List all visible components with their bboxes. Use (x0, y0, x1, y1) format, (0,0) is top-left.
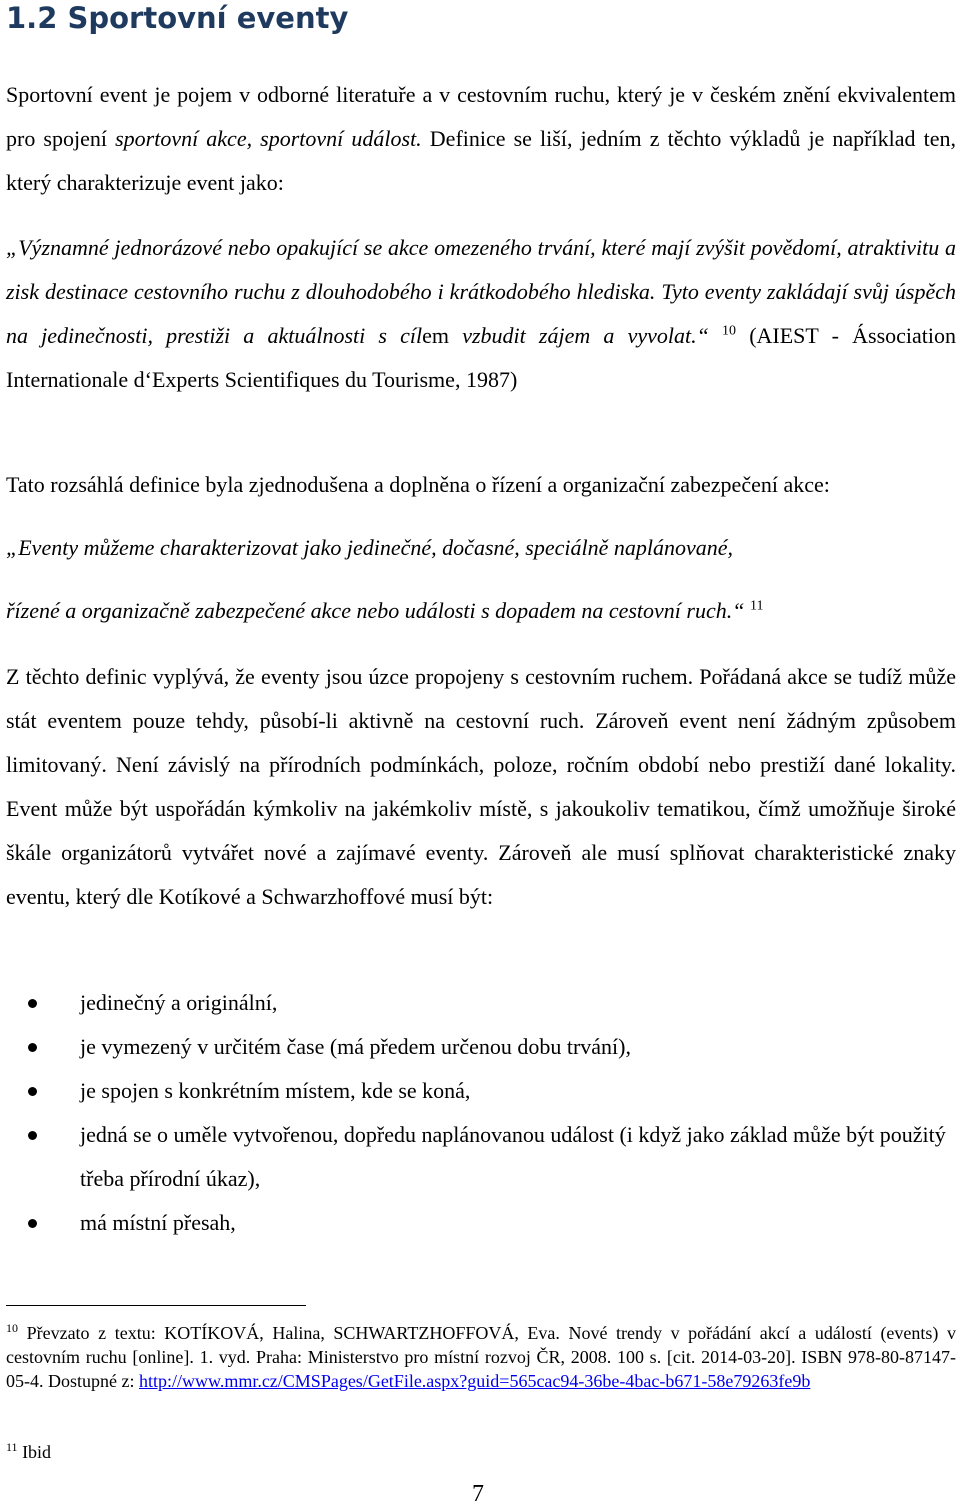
footnote-number: 10 (6, 1321, 18, 1335)
footnote-10 (6, 1321, 956, 1393)
quote-definition-2-line2 (6, 589, 956, 633)
footnote-divider (6, 1305, 306, 1306)
event-characteristics-list (6, 981, 956, 1245)
footnote-number: 11 (6, 1440, 18, 1454)
footnote-ref-11[interactable]: 11 (749, 598, 764, 614)
page-number: 7 (472, 1481, 484, 1507)
intro-text-1: Sportovní event je pojem v odborné literatuře a v cestovním ruchu, který je v českém znění ekvivalentem pro spojení (6, 82, 956, 151)
quote-definition-2-line1: „Eventy můžeme charakterizovat jako jedinečné, dočasné, speciálně naplánované, (6, 535, 733, 560)
list-item: je vymezený v určitém čase (má předem určenou dobu trvání), (6, 1025, 956, 1069)
intro-text-2: Definice se liší, jedním z těchto výkladů je například ten, který charakterizuje event jako: (6, 126, 956, 195)
quote1-tail: em (422, 323, 450, 348)
list-item: jedinečný a originální, (6, 981, 956, 1025)
paragraph-intro (6, 73, 956, 205)
list-item: má místní přesah, (6, 1201, 956, 1245)
footnote-ref-10[interactable]: 10 (722, 323, 737, 339)
footnote-text: Ibid (17, 1442, 52, 1462)
footnote-11 (6, 1440, 956, 1464)
quote-definition-1 (6, 226, 956, 402)
section-heading: 1.2 Sportovní eventy (6, 1, 349, 35)
paragraph-simplified: Tato rozsáhlá definice byla zjednodušena a doplněna o řízení a organizační zabezpečení akce: (6, 472, 830, 497)
list-item: jedná se o uměle vytvořenou, dopředu naplánovanou událost (i když jako základ může být použitý třeba přírodní úkaz), (6, 1113, 956, 1201)
quote1-italic-2: vzbudit zájem a vyvolat.“ (449, 323, 723, 348)
intro-text-italic: sportovní akce, sportovní událost. (115, 126, 422, 151)
quote1-source: (AIEST - Ássociation Internationale d‘Experts Scientifiques du Tourisme, 1987) (6, 323, 957, 392)
footnote-text: Převzato z textu: KOTÍKOVÁ, Halina, SCHWARTZHOFFOVÁ, Eva. Nové trendy v pořádání akcí a událostí (events) v cestovním ruchu [online]. 1. vyd. Praha: Ministerstvo pro místní rozvoj ČR, 2008. 100 s. [cit. 2014-03-20]. ISBN 978-80-87147-05-4. Dostupné z: (6, 1323, 956, 1391)
source-link[interactable]: http://www.mmr.cz/CMSPages/GetFile.aspx?guid=565cac94-36be-4bac-b671-58e79263fe9b (138, 1371, 811, 1391)
quote1-italic: „Významné jednorázové nebo opakující se akce omezeného trvání, které mají zvýšit povědomí, atraktivitu a zisk destinace cestovního ruchu z dlouhodobého i krátkodobého hlediska. Tyto eventy zakládají svůj úspěch na jedinečnosti, prestiži a aktuálnosti s cíl (6, 235, 956, 348)
quote2-line2-text: řízené a organizačně zabezpečené akce nebo události s dopadem na cestovní ruch.“ (6, 598, 745, 623)
list-item: je spojen s konkrétním místem, kde se koná, (6, 1069, 956, 1113)
paragraph-conclusion: Z těchto definic vyplývá, že eventy jsou úzce propojeny s cestovním ruchem. Pořádaná akce se tudíž může stát eventem pouze tehdy, působí-li aktivně na cestovní ruch. Zároveň event není žádným způsobem limitovaný. Není závislý na přírodních podmínkách, poloze, ročním období nebo prestiží dané lokality. Event může být uspořádán kýmkoliv na jakémkoliv místě, s jakoukoliv tematikou, čímž umožňuje široké škále organizátorů vytvářet nové a zajímavé eventy. Zároveň ale musí splňovat charakteristické znaky eventu, který dle Kotíkové a Schwarzhoffové musí být: (6, 664, 956, 909)
